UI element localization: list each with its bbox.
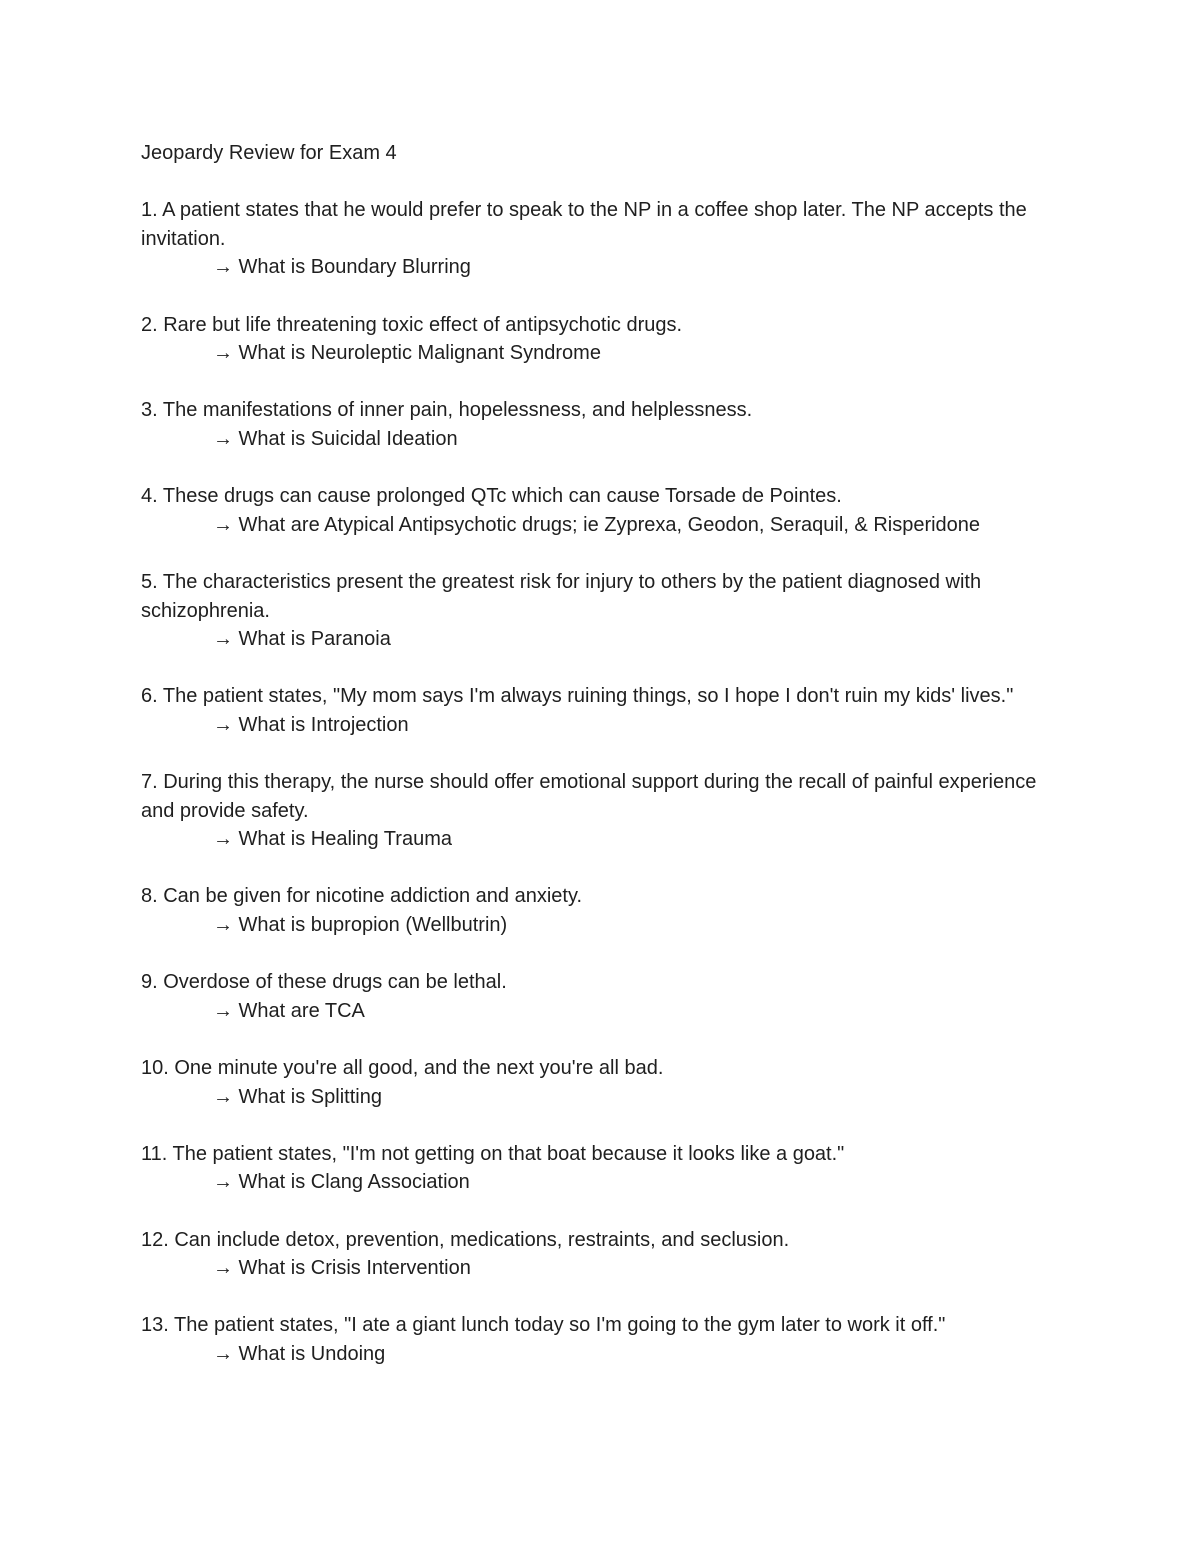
answer-text: → What is Neuroleptic Malignant Syndrome [213,342,601,365]
question-text: 2. Rare but life threatening toxic effect of antipsychotic drugs. [141,313,683,336]
document-body [141,139,1061,1397]
list-item [141,1054,1061,1111]
list-item [141,968,1061,1025]
answer-text: → What is Healing Trauma [213,828,452,851]
question-text: 10. One minute you're all good, and the next you're all bad. [141,1057,664,1079]
document-title: Jeopardy Review for Exam 4 [141,142,397,164]
answer-text: → What is Crisis Intervention [213,1257,471,1280]
answer-text: → What are TCA [213,999,365,1022]
question-text: 4. These drugs can cause prolonged QTc which can cause Torsade de Pointes. [141,485,842,508]
list-item [141,568,1061,654]
list-item [141,196,1061,282]
answer-text: → What are Atypical Antipsychotic drugs; ie Zyprexa, Geodon, Seraquil, & Risperidone [213,513,981,536]
list-item [141,396,1061,453]
list-item [141,1226,1061,1283]
question-text: 8. Can be given for nicotine addiction and anxiety. [141,885,583,908]
list-item [141,311,1061,368]
answer-text: → What is Undoing [213,1342,386,1365]
answer-text: → What is Introjection [213,713,409,736]
answer-text: → What is Clang Association [213,1171,470,1194]
question-text: 6. The patient states, "My mom says I'm always ruining things, so I hope I don't ruin my kids' lives." [141,685,1014,708]
answer-text: → What is Suicidal Ideation [213,427,458,450]
answer-text: → What is Paranoia [213,628,391,651]
answer-text: → What is Boundary Blurring [213,256,471,279]
question-text: 12. Can include detox, prevention, medications, restraints, and seclusion. [141,1228,790,1251]
question-text: 3. The manifestations of inner pain, hopelessness, and helplessness. [141,399,753,422]
question-text: 11. The patient states, "I'm not getting on that boat because it looks like a goat." [141,1142,845,1165]
question-text: 5. The characteristics present the greatest risk for injury to others by the patient diagnosed with schizophrenia. [141,570,982,622]
list-item [141,1140,1061,1197]
list-item [141,768,1061,854]
list-item [141,882,1061,939]
question-text: 9. Overdose of these drugs can be lethal. [141,971,507,994]
answer-text: → What is bupropion (Wellbutrin) [213,914,508,937]
answer-text: → What is Splitting [213,1085,382,1108]
question-text: 13. The patient states, "I ate a giant lunch today so I'm going to the gym later to work it off." [141,1314,946,1337]
question-text: 7. During this therapy, the nurse should offer emotional support during the recall of painful experience and provide safety. [141,771,1037,822]
list-item [141,1311,1061,1368]
question-text: 1. A patient states that he would prefer to speak to the NP in a coffee shop later. The NP accepts the invitation. [141,199,1027,250]
list-item [141,482,1061,539]
list-item [141,682,1061,739]
